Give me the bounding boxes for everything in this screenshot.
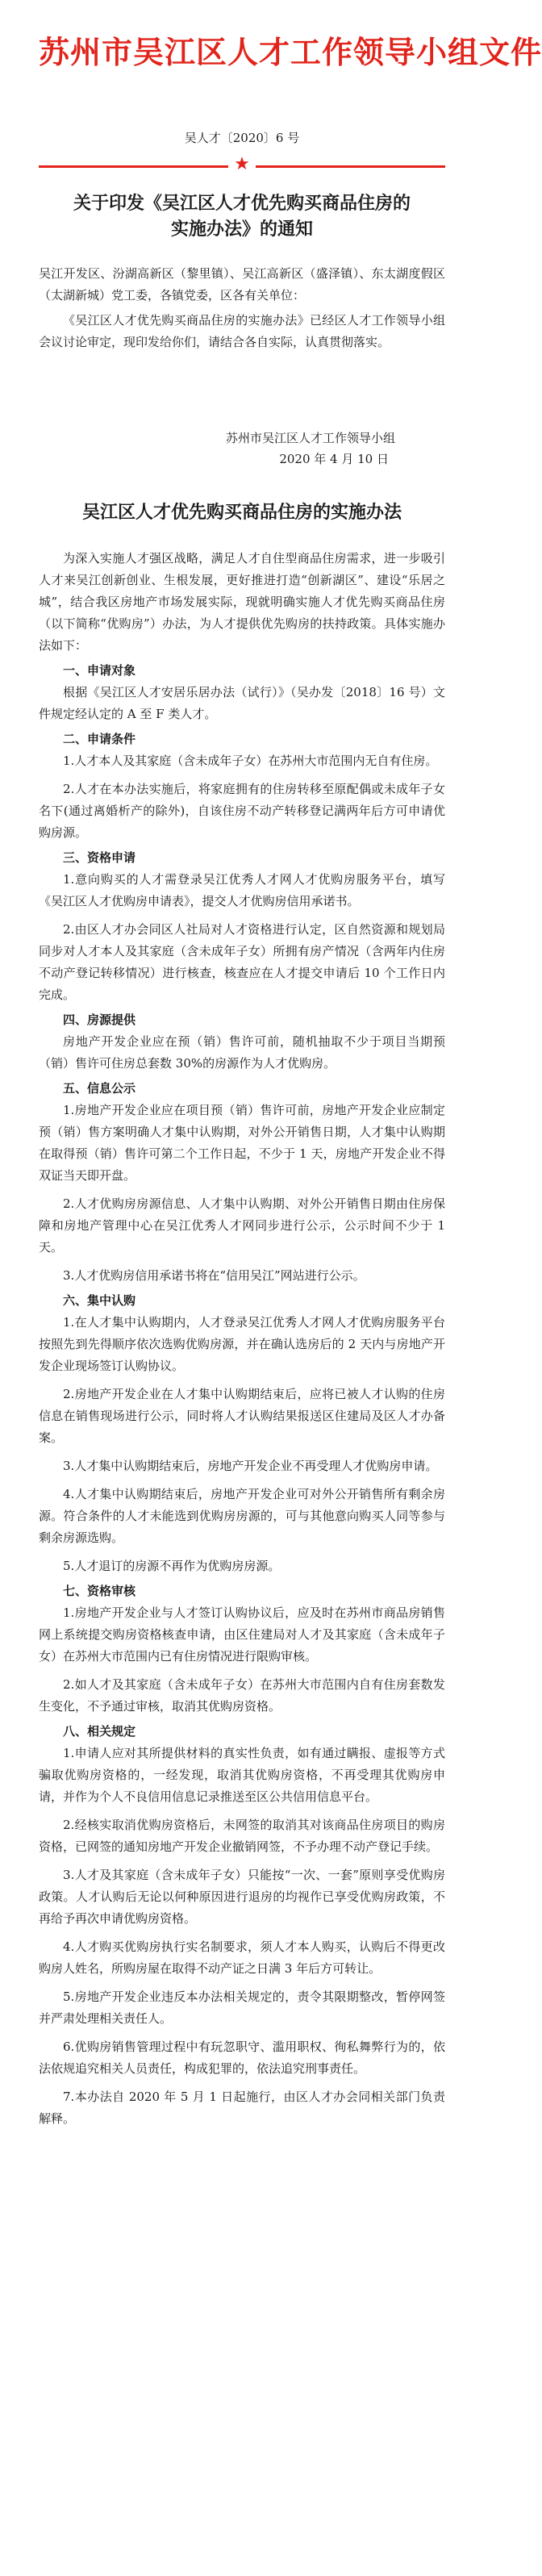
red-divider-right-line bbox=[256, 165, 445, 168]
section-paragraph: 4.人才集中认购期结束后，房地产开发企业可对外公开销售所有剩余房源。符合条件的人才未能选到优购房房源的，可与其他意向购买人同等参与剩余房源选购。 bbox=[39, 1487, 445, 1545]
section-paragraph: 3.人才集中认购期结束后，房地产开发企业不再受理人才优购房申请。 bbox=[63, 1459, 438, 1473]
section-heading: 五、信息公示 bbox=[63, 1081, 136, 1096]
red-divider-left-line bbox=[39, 165, 228, 168]
section-paragraph: 2.如人才及其家庭（含未成年子女）在苏州大市范围内自有住房套数发生变化，不予通过审核，取消其优购房资格。 bbox=[39, 1677, 445, 1714]
section-paragraph: 2.经核实取消优购房资格后，未网签的取消其对该商品住房项目的购房资格，已网签的通知房地产开发企业撤销网签，不予办理不动产登记手续。 bbox=[39, 1818, 445, 1854]
notice-title-line1: 关于印发《吴江区人才优先购买商品住房的 bbox=[73, 193, 411, 214]
section-paragraph: 1.申请人应对其所提供材料的真实性负责，如有通过瞒报、虚报等方式骗取优购房资格的，一经发现，取消其优购房资格，不再受理其优购房申请，并作为个人不良信用信息记录推送至区公共信用信息平台。 bbox=[39, 1746, 445, 1804]
section-paragraph: 根据《吴江区人才安居乐居办法（试行）》（吴办发〔2018〕16 号）文件规定经认定的 A 至 F 类人才。 bbox=[39, 685, 445, 721]
notice-date: 2020 年 4 月 10 日 bbox=[279, 452, 389, 466]
section-heading: 八、相关规定 bbox=[63, 1724, 136, 1739]
notice-body: 《吴江区人才优先购买商品住房的实施办法》已经区人才工作领导小组会议讨论审定，现印发给你们，请结合各自实际，认真贯彻落实。 bbox=[39, 313, 445, 349]
method-sections bbox=[39, 660, 445, 2130]
section-paragraph: 1.意向购买的人才需登录吴江优秀人才网人才优购房服务平台，填写《吴江区人才优购房申请表》，提交人才优购房信用承诺书。 bbox=[39, 872, 445, 908]
section-paragraph: 6.优购房销售管理过程中有玩忽职守、滥用职权、徇私舞弊行为的，依法依规追究相关人员责任，构成犯罪的，依法追究刑事责任。 bbox=[39, 2040, 445, 2076]
section-paragraph: 7.本办法自 2020 年 5 月 1 日起施行，由区人才办会同相关部门负责解释。 bbox=[39, 2090, 445, 2126]
star-icon: ★ bbox=[234, 154, 250, 174]
section-heading: 四、房源提供 bbox=[63, 1012, 136, 1027]
section-paragraph: 1.房地产开发企业与人才签订认购协议后，应及时在苏州市商品房销售网上系统提交购房资格核查申请，由区住建局对人才及其家庭（含未成年子女）在苏州大市范围内已有住房情况进行限购审核。 bbox=[39, 1605, 445, 1664]
section-paragraph: 4.人才购买优购房执行实名制要求，须人才本人购买，认购后不得更改购房人姓名，所购房屋在取得不动产证之日满 3 年后方可转让。 bbox=[39, 1939, 445, 1976]
section-paragraph: 2.人才优购房房源信息、人才集中认购期、对外公开销售日期由住房保障和房地产管理中心在吴江优秀人才网同步进行公示，公示时间不少于 1 天。 bbox=[39, 1196, 445, 1255]
section-paragraph: 2.房地产开发企业在人才集中认购期结束后，应将已被人才认购的住房信息在销售现场进行公示，同时将人才认购结果报送区住建局及区人才办备案。 bbox=[39, 1387, 445, 1445]
section-paragraph: 1.人才本人及其家庭（含未成年子女）在苏州大市范围内无自有住房。 bbox=[63, 754, 438, 768]
method-preamble: 为深入实施人才强区战略，满足人才自住型商品住房需求，进一步吸引人才来吴江创新创业、生根发展，更好推进打造“创新湖区”、建设“乐居之城”，结合我区房地产市场发展实际，现就明确实施人才优先购买商品住房（以下简称“优购房”）办法，为人才提供优先购房的扶持政策。具体实施办法如下： bbox=[39, 551, 445, 653]
section-paragraph: 3.人才优购房信用承诺书将在“信用吴江”网站进行公示。 bbox=[63, 1268, 365, 1283]
section-heading: 一、申请对象 bbox=[63, 663, 136, 678]
notice-signer: 苏州市吴江区人才工作领导小组 bbox=[225, 431, 395, 445]
section-heading: 七、资格审核 bbox=[63, 1584, 136, 1598]
method-title: 吴江区人才优先购买商品住房的实施办法 bbox=[81, 502, 402, 523]
red-divider bbox=[39, 154, 445, 174]
section-paragraph: 1.在人才集中认购期内，人才登录吴江优秀人才网人才优购房服务平台按照先到先得顺序依次选购优购房源，并在确认选房后的 2 天内与房地产开发企业现场签订认购协议。 bbox=[39, 1315, 445, 1373]
section-heading: 二、申请条件 bbox=[63, 732, 136, 746]
section-paragraph: 5.人才退订的房源不再作为优购房房源。 bbox=[63, 1559, 281, 1573]
document-number: 吴人才〔2020〕6 号 bbox=[184, 131, 300, 145]
notice-title-line2: 实施办法》的通知 bbox=[170, 219, 313, 240]
notice-recipients: 吴江开发区、汾湖高新区（黎里镇）、吴江高新区（盛泽镇）、东太湖度假区（太湖新城）党工委，各镇党委，区各有关单位： bbox=[39, 266, 445, 303]
notice-title bbox=[39, 190, 445, 242]
section-paragraph: 2.人才在本办法实施后，将家庭拥有的住房转移至原配偶或未成年子女名下(通过离婚析产的除外)，自该住房不动产转移登记满两年后方可申请优购房源。 bbox=[39, 782, 445, 840]
section-paragraph: 3.人才及其家庭（含未成年子女）只能按“一次、一套”原则享受优购房政策。人才认购后无论以何种原因进行退房的均视作已享受优购房政策，不再给予再次申请优购房资格。 bbox=[39, 1868, 445, 1926]
section-paragraph: 2.由区人才办会同区人社局对人才资格进行认定，区自然资源和规划局同步对人才本人及其家庭（含未成年子女）所拥有房产情况（含两年内住房不动产登记转移情况）进行核查，核查应在人才提交申请后 10 个工作日内完成。 bbox=[39, 922, 445, 1002]
section-paragraph: 1.房地产开发企业应在项目预（销）售许可前，房地产开发企业应制定预（销）售方案明确人才集中认购期，对外公开销售日期，人才集中认购期在取得预（销）售许可第二个工作日起，不少于 1 天，房地产开发企业不得双证当天即开盘。 bbox=[39, 1103, 445, 1183]
section-paragraph: 房地产开发企业应在预（销）售许可前，随机抽取不少于项目当期预（销）售许可住房总套数 30%的房源作为人才优购房。 bbox=[39, 1034, 445, 1071]
section-heading: 三、资格申请 bbox=[63, 850, 136, 865]
section-paragraph: 5.房地产开发企业违反本办法相关规定的，责令其限期整改，暂停网签并严肃处理相关责任人。 bbox=[39, 1989, 445, 2026]
document-header-title: 苏州市吴江区人才工作领导小组文件 bbox=[39, 34, 542, 70]
section-heading: 六、集中认购 bbox=[63, 1293, 136, 1308]
